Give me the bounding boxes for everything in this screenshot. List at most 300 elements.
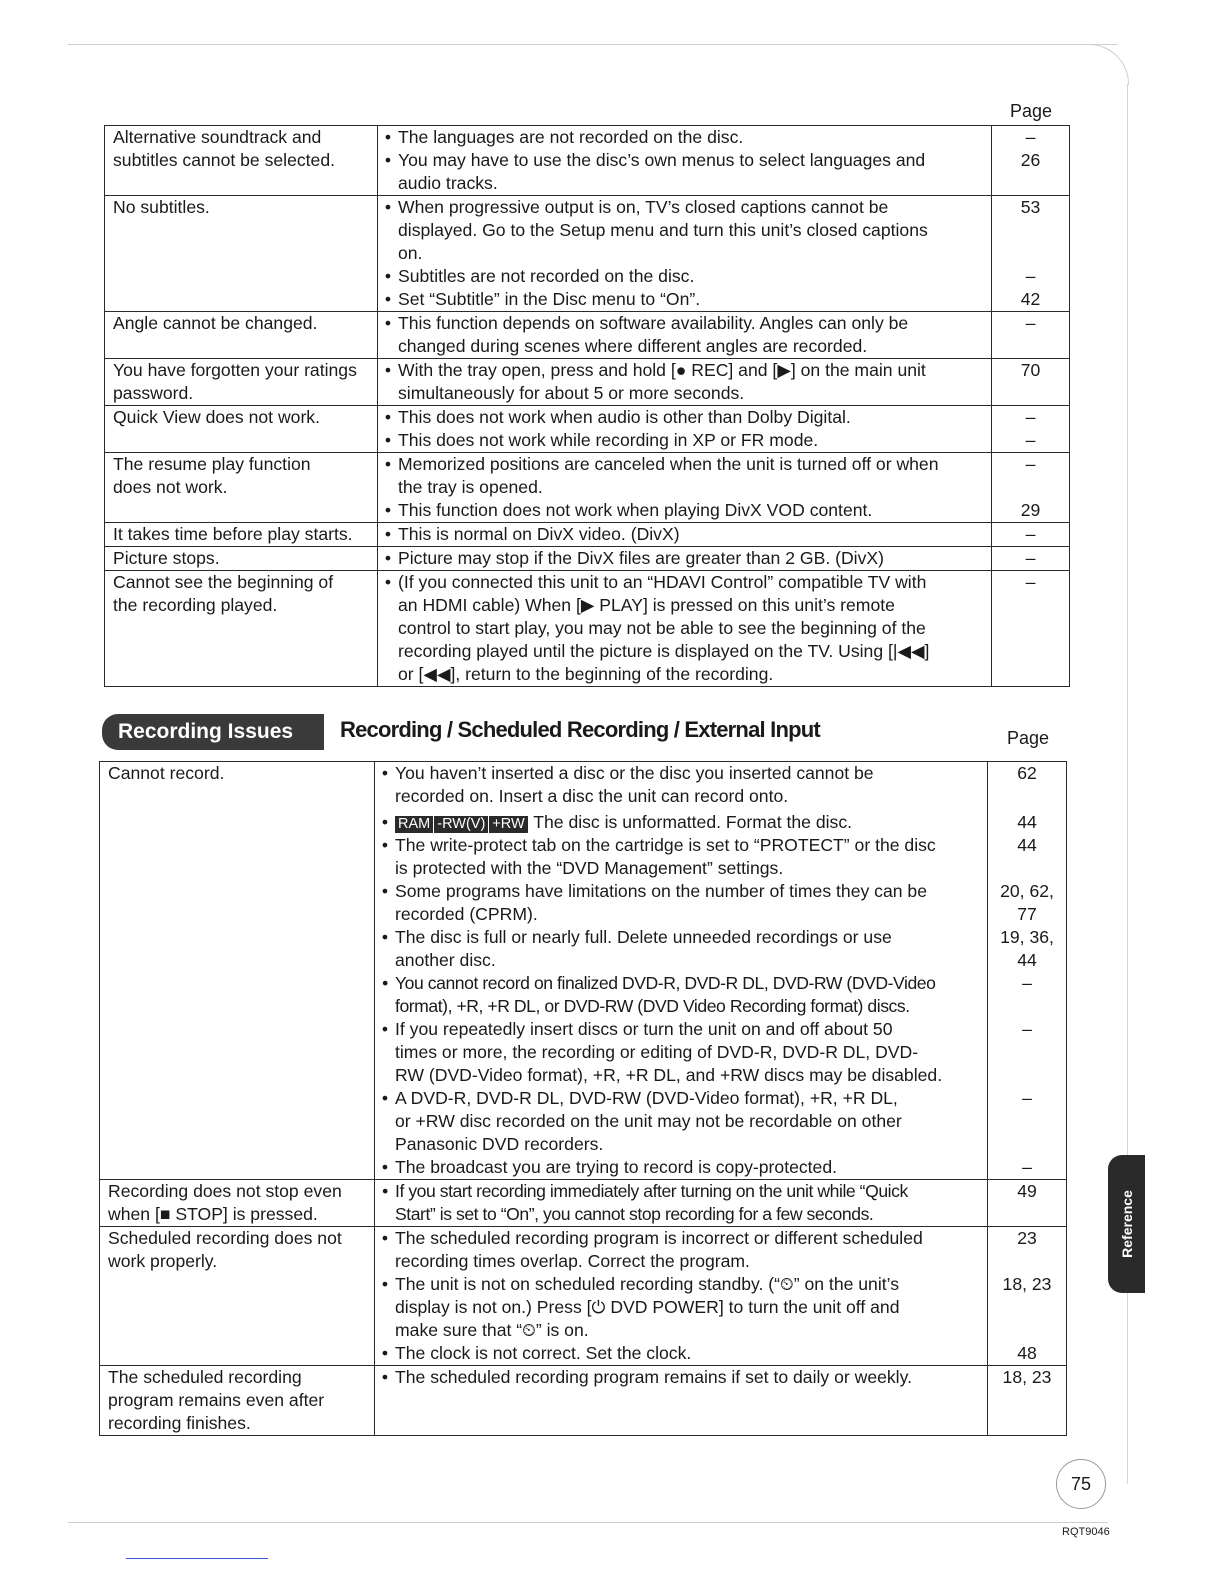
remedy-line bbox=[378, 242, 991, 265]
page-ref-line bbox=[988, 972, 1066, 995]
remedy-text bbox=[398, 382, 991, 405]
remedy-text bbox=[395, 1041, 987, 1064]
page-ref-line bbox=[988, 857, 1066, 880]
remedy-text bbox=[395, 1133, 987, 1156]
page-ref-line bbox=[992, 172, 1069, 195]
table-row bbox=[105, 312, 1070, 359]
page-ref: 77 bbox=[1017, 904, 1037, 924]
issue-text-line: The scheduled recording bbox=[108, 1367, 302, 1387]
remedy-line bbox=[375, 1366, 987, 1389]
remedy-text-content: recorded (CPRM). bbox=[395, 904, 538, 924]
remedy-text-content: recorded on. Insert a disc the unit can record onto. bbox=[395, 786, 789, 806]
page-ref-line bbox=[988, 880, 1066, 903]
remedy-line bbox=[375, 1227, 987, 1250]
page-ref: – bbox=[1025, 266, 1036, 286]
indent bbox=[375, 1110, 395, 1133]
issue-text-line: recording finishes. bbox=[108, 1413, 251, 1433]
page-ref: – bbox=[1025, 430, 1036, 450]
remedy-text bbox=[395, 811, 987, 834]
page-ref-line bbox=[988, 1180, 1066, 1203]
page-ref-line bbox=[988, 1250, 1066, 1273]
indent bbox=[378, 172, 398, 195]
table-row bbox=[105, 126, 1070, 196]
remedy-text bbox=[398, 640, 991, 663]
page-ref-line bbox=[992, 242, 1069, 265]
issue-cell bbox=[100, 1180, 375, 1227]
page-ref-line bbox=[992, 382, 1069, 405]
issue-text-line: Picture stops. bbox=[113, 548, 220, 568]
remedy-text bbox=[398, 196, 991, 219]
remedy-text bbox=[398, 453, 991, 476]
remedy-line bbox=[375, 1018, 987, 1041]
page-ref-line bbox=[992, 219, 1069, 242]
page-ref-line bbox=[992, 288, 1069, 311]
remedy-text-content: The clock is not correct. Set the clock. bbox=[395, 1343, 692, 1363]
table-row bbox=[100, 1227, 1067, 1366]
remedy-line bbox=[378, 126, 991, 149]
issue-text-line: password. bbox=[113, 383, 194, 403]
remedy-text-content: display is not on.) Press [⏻ DVD POWER] to turn the unit off and bbox=[395, 1297, 900, 1317]
remedy-text bbox=[398, 312, 991, 335]
page-ref-line bbox=[988, 1110, 1066, 1133]
remedy-line bbox=[375, 1156, 987, 1179]
page-corner bbox=[1088, 44, 1129, 85]
remedy-text bbox=[398, 335, 991, 358]
remedy-text bbox=[395, 926, 987, 949]
page-ref-cell bbox=[992, 523, 1070, 547]
remedy-text bbox=[395, 1180, 987, 1203]
indent bbox=[375, 949, 395, 972]
remedy-text bbox=[398, 265, 991, 288]
remedy-text bbox=[395, 1296, 987, 1319]
remedy-line bbox=[378, 429, 991, 452]
page-ref-line bbox=[992, 476, 1069, 499]
remedy-cell bbox=[378, 312, 992, 359]
remedy-text bbox=[398, 359, 991, 382]
bullet-icon: • bbox=[384, 430, 392, 450]
remedy-text bbox=[395, 785, 987, 808]
remedy-line bbox=[378, 663, 991, 686]
page-ref-line bbox=[988, 1366, 1066, 1389]
issue-text-line: work properly. bbox=[108, 1251, 218, 1271]
indent bbox=[375, 1250, 395, 1273]
page-ref: – bbox=[1022, 1088, 1032, 1108]
remedy-text-content: The scheduled recording program is incorrect or different scheduled bbox=[395, 1228, 923, 1248]
page-ref-line bbox=[992, 571, 1069, 594]
bullet-icon: • bbox=[381, 1019, 389, 1039]
remedy-text bbox=[398, 242, 991, 265]
format-badge-rwv: -RW(V) bbox=[434, 816, 488, 833]
remedy-cell bbox=[375, 1366, 988, 1436]
page-ref-line bbox=[988, 926, 1066, 949]
page-number: 75 bbox=[1056, 1459, 1106, 1509]
remedy-line bbox=[378, 382, 991, 405]
remedy-text-content: A DVD-R, DVD-R DL, DVD-RW (DVD-Video format), +R, +R DL, bbox=[395, 1088, 898, 1108]
remedy-text bbox=[395, 762, 987, 785]
page-ref-line bbox=[992, 406, 1069, 429]
bullet-icon: • bbox=[381, 1367, 389, 1387]
remedy-line bbox=[378, 335, 991, 358]
remedy-text bbox=[395, 1319, 987, 1342]
page-ref: 62 bbox=[1017, 763, 1037, 783]
remedy-cell bbox=[378, 126, 992, 196]
indent bbox=[378, 476, 398, 499]
remedy-line bbox=[375, 880, 987, 903]
indent bbox=[375, 1203, 395, 1226]
page-ref-line bbox=[988, 903, 1066, 926]
remedy-line bbox=[378, 617, 991, 640]
remedy-text bbox=[398, 219, 991, 242]
remedy-text-content: The disc is full or nearly full. Delete unneeded recordings or use bbox=[395, 927, 892, 947]
reference-side-tab bbox=[1108, 1155, 1145, 1293]
page-ref: – bbox=[1025, 313, 1036, 333]
indent bbox=[375, 903, 395, 926]
remedy-cell bbox=[378, 547, 992, 571]
remedy-text-content: Panasonic DVD recorders. bbox=[395, 1134, 604, 1154]
remedy-text bbox=[395, 834, 987, 857]
remedy-line bbox=[378, 499, 991, 522]
page-ref-line bbox=[988, 808, 1066, 834]
remedy-text-content: the tray is opened. bbox=[398, 477, 543, 497]
remedy-line bbox=[375, 1296, 987, 1319]
page-ref: – bbox=[1025, 407, 1036, 427]
page-ref-cell bbox=[992, 453, 1070, 523]
bullet-icon: • bbox=[381, 1274, 389, 1294]
remedy-text bbox=[398, 406, 991, 429]
bullet-icon: • bbox=[381, 1343, 389, 1363]
page-ref-line bbox=[988, 1156, 1066, 1179]
bullet-icon: • bbox=[384, 407, 392, 427]
issue-text-line: program remains even after bbox=[108, 1390, 325, 1410]
remedy-line bbox=[375, 1041, 987, 1064]
page-ref-cell bbox=[988, 1227, 1067, 1366]
page-ref-line bbox=[992, 594, 1069, 617]
issue-cell bbox=[105, 571, 378, 687]
remedy-line bbox=[378, 523, 991, 546]
page-ref: 23 bbox=[1017, 1228, 1037, 1248]
remedy-line bbox=[378, 149, 991, 172]
remedy-line bbox=[378, 453, 991, 476]
page-ref: – bbox=[1025, 524, 1036, 544]
remedy-text-content: This does not work when audio is other than Dolby Digital. bbox=[398, 407, 851, 427]
page-ref-line bbox=[992, 453, 1069, 476]
remedy-text-content: recording played until the picture is displayed on the TV. Using [|◀◀] bbox=[398, 641, 930, 661]
bullet-icon: • bbox=[382, 1181, 388, 1201]
issue-cell bbox=[105, 523, 378, 547]
page-ref: 26 bbox=[1020, 150, 1041, 170]
remedy-text bbox=[395, 949, 987, 972]
page-ref-cell bbox=[992, 571, 1070, 687]
page-ref-line bbox=[992, 265, 1069, 288]
page-ref: 29 bbox=[1020, 500, 1041, 520]
page-ref: – bbox=[1025, 454, 1036, 474]
issue-text-line: does not work. bbox=[113, 477, 228, 497]
page-ref-line bbox=[988, 1087, 1066, 1110]
indent bbox=[378, 242, 398, 265]
remedy-line bbox=[375, 762, 987, 785]
table-row bbox=[105, 359, 1070, 406]
page-column-header-2: Page bbox=[1007, 728, 1050, 748]
remedy-text bbox=[395, 1366, 987, 1389]
indent bbox=[375, 1296, 395, 1319]
remedy-line bbox=[375, 972, 987, 995]
table-row bbox=[105, 406, 1070, 453]
page-ref-cell bbox=[992, 359, 1070, 406]
page-ref-cell bbox=[988, 1366, 1067, 1436]
page-ref-cell bbox=[992, 126, 1070, 196]
table-row bbox=[100, 1366, 1067, 1436]
remedy-text-content: recording times overlap. Correct the program. bbox=[395, 1251, 750, 1271]
page-ref-line bbox=[988, 785, 1066, 808]
page-ref: 20, 62, bbox=[1000, 881, 1054, 901]
remedy-text-content: on. bbox=[398, 243, 423, 263]
bullet-icon: • bbox=[384, 454, 392, 474]
page-ref-line bbox=[992, 547, 1069, 570]
remedy-text-content: or +RW disc recorded on the unit may not be recordable on other bbox=[395, 1111, 902, 1131]
remedy-text bbox=[395, 903, 987, 926]
remedy-text-content: Set “Subtitle” in the Disc menu to “On”. bbox=[398, 289, 701, 309]
remedy-text-content: is protected with the “DVD Management” settings. bbox=[395, 858, 784, 878]
remedy-text bbox=[395, 995, 987, 1018]
remedy-text bbox=[395, 1064, 987, 1087]
page-ref-line bbox=[988, 1133, 1066, 1156]
document-code: RQT9046 bbox=[1062, 1526, 1110, 1538]
remedy-text bbox=[398, 429, 991, 452]
remedy-text-content: control to start play, you may not be able to see the beginning of the bbox=[398, 618, 926, 638]
issue-text-line: Scheduled recording does not bbox=[108, 1228, 342, 1248]
troubleshooting-table-playback bbox=[104, 125, 1070, 687]
page-ref: – bbox=[1022, 1019, 1032, 1039]
remedy-line bbox=[375, 926, 987, 949]
remedy-line bbox=[375, 995, 987, 1018]
remedy-line bbox=[375, 1319, 987, 1342]
issue-text-line: It takes time before play starts. bbox=[113, 524, 353, 544]
remedy-cell bbox=[378, 196, 992, 312]
page-ref: – bbox=[1025, 548, 1036, 568]
page-ref-line bbox=[992, 335, 1069, 358]
remedy-text bbox=[398, 571, 991, 594]
issue-cell bbox=[100, 762, 375, 1180]
page-ref: 18, 23 bbox=[1002, 1367, 1052, 1387]
remedy-text bbox=[395, 1250, 987, 1273]
remedy-text-content: You cannot record on finalized DVD-R, DVD-R DL, DVD-RW (DVD-Video bbox=[395, 973, 936, 993]
bullet-icon: • bbox=[381, 1228, 389, 1248]
remedy-text bbox=[395, 857, 987, 880]
remedy-text bbox=[398, 523, 991, 546]
issue-text-line: Cannot record. bbox=[108, 763, 225, 783]
page-ref-line bbox=[988, 1273, 1066, 1296]
issue-cell bbox=[100, 1366, 375, 1436]
page-ref-cell bbox=[992, 196, 1070, 312]
section-title: Recording / Scheduled Recording / External Input bbox=[340, 717, 820, 742]
remedy-text-content: displayed. Go to the Setup menu and turn this unit’s closed captions bbox=[398, 220, 928, 240]
indent bbox=[378, 382, 398, 405]
remedy-line bbox=[378, 406, 991, 429]
page-ref: 70 bbox=[1020, 360, 1041, 380]
remedy-text bbox=[398, 172, 991, 195]
remedy-cell bbox=[378, 453, 992, 523]
page-ref: 18, 23 bbox=[1002, 1274, 1052, 1294]
page-ref: – bbox=[1025, 127, 1036, 147]
remedy-text-content: If you repeatedly insert discs or turn the unit on and off about 50 bbox=[395, 1019, 893, 1039]
table-row bbox=[105, 196, 1070, 312]
page-ref-line bbox=[988, 1296, 1066, 1319]
page-ref: 44 bbox=[1017, 812, 1037, 832]
page-ref-cell bbox=[988, 762, 1067, 1180]
issue-text-line: Cannot see the beginning of bbox=[113, 572, 334, 592]
bottom-rule bbox=[68, 1522, 1108, 1523]
bullet-icon: • bbox=[384, 524, 392, 544]
issue-cell bbox=[105, 126, 378, 196]
remedy-line bbox=[378, 571, 991, 594]
remedy-text-content: make sure that “⏲” is on. bbox=[395, 1320, 589, 1340]
remedy-line bbox=[375, 1110, 987, 1133]
page-ref-line bbox=[992, 126, 1069, 149]
bullet-icon: • bbox=[384, 150, 392, 170]
troubleshooting-table-recording bbox=[99, 761, 1067, 1436]
remedy-line bbox=[378, 219, 991, 242]
table-row bbox=[100, 762, 1067, 1180]
page-ref-line bbox=[992, 359, 1069, 382]
indent bbox=[375, 857, 395, 880]
bullet-icon: • bbox=[381, 812, 389, 832]
remedy-text-content: times or more, the recording or editing of DVD-R, DVD-R DL, DVD- bbox=[395, 1042, 919, 1062]
remedy-text bbox=[398, 126, 991, 149]
remedy-text-content: You may have to use the disc’s own menus to select languages and bbox=[398, 150, 926, 170]
format-badge-rw: +RW bbox=[489, 816, 527, 833]
remedy-text bbox=[395, 1110, 987, 1133]
page-ref-line bbox=[988, 1064, 1066, 1087]
page-ref-line bbox=[988, 1018, 1066, 1041]
page-ref: 44 bbox=[1017, 835, 1037, 855]
remedy-line bbox=[375, 1087, 987, 1110]
page-ref-line bbox=[992, 312, 1069, 335]
remedy-line bbox=[378, 312, 991, 335]
indent bbox=[375, 1041, 395, 1064]
page-ref-line bbox=[988, 1319, 1066, 1342]
bullet-icon: • bbox=[384, 289, 392, 309]
remedy-line bbox=[378, 359, 991, 382]
remedy-text bbox=[398, 476, 991, 499]
remedy-text-content: RW (DVD-Video format), +R, +R DL, and +RW discs may be disabled. bbox=[395, 1065, 943, 1085]
indent bbox=[378, 663, 398, 686]
bullet-icon: • bbox=[381, 763, 389, 783]
remedy-text-content: or [◀◀], return to the beginning of the recording. bbox=[398, 664, 774, 684]
issue-text-line: Quick View does not work. bbox=[113, 407, 320, 427]
table-row bbox=[105, 547, 1070, 571]
remedy-line bbox=[375, 1250, 987, 1273]
remedy-text-content: If you start recording immediately after turning on the unit while “Quick bbox=[395, 1181, 908, 1201]
page-ref-line bbox=[988, 1342, 1066, 1365]
indent bbox=[378, 594, 398, 617]
remedy-text-content: another disc. bbox=[395, 950, 496, 970]
bullet-icon: • bbox=[384, 500, 392, 520]
issue-cell bbox=[105, 453, 378, 523]
bullet-icon: • bbox=[381, 881, 389, 901]
bullet-icon: • bbox=[381, 1088, 389, 1108]
issue-text-line: No subtitles. bbox=[113, 197, 210, 217]
bullet-icon: • bbox=[384, 548, 392, 568]
table-row bbox=[100, 1180, 1067, 1227]
bullet-icon: • bbox=[384, 313, 392, 333]
remedy-text bbox=[398, 617, 991, 640]
remedy-line bbox=[378, 172, 991, 195]
indent bbox=[378, 219, 398, 242]
indent bbox=[378, 617, 398, 640]
remedy-line bbox=[375, 785, 987, 808]
indent bbox=[378, 335, 398, 358]
page-ref-line bbox=[992, 523, 1069, 546]
remedy-line bbox=[378, 594, 991, 617]
page-ref: 53 bbox=[1020, 197, 1041, 217]
remedy-text-content: format), +R, +R DL, or DVD-RW (DVD Video Recording format) discs. bbox=[395, 996, 910, 1016]
remedy-text bbox=[395, 1342, 987, 1365]
indent bbox=[378, 640, 398, 663]
remedy-text-content: Start” is set to “On”, you cannot stop recording for a few seconds. bbox=[395, 1204, 874, 1224]
remedy-line bbox=[378, 547, 991, 570]
remedy-cell bbox=[378, 571, 992, 687]
remedy-text bbox=[395, 1156, 987, 1179]
remedy-text-content: simultaneously for about 5 or more seconds. bbox=[398, 383, 745, 403]
remedy-text-content: You haven’t inserted a disc or the disc you inserted cannot be bbox=[395, 763, 874, 783]
bullet-icon: • bbox=[381, 1157, 389, 1177]
remedy-line bbox=[378, 196, 991, 219]
issue-cell bbox=[105, 547, 378, 571]
reference-side-tab-label: Reference bbox=[1118, 1190, 1135, 1258]
table-row bbox=[105, 523, 1070, 547]
remedy-line bbox=[375, 1064, 987, 1087]
remedy-text-content: The languages are not recorded on the disc. bbox=[398, 127, 744, 147]
bullet-icon: • bbox=[384, 360, 392, 380]
page-ref: 19, 36, bbox=[1000, 927, 1054, 947]
page-ref-line bbox=[988, 1227, 1066, 1250]
bullet-icon: • bbox=[384, 127, 392, 147]
issue-text-line: subtitles cannot be selected. bbox=[113, 150, 336, 170]
remedy-text-content: audio tracks. bbox=[398, 173, 498, 193]
page-ref: 42 bbox=[1020, 289, 1041, 309]
page-ref-line bbox=[988, 995, 1066, 1018]
table-row bbox=[105, 571, 1070, 687]
page-ref-cell bbox=[988, 1180, 1067, 1227]
page-ref-line bbox=[992, 640, 1069, 663]
remedy-cell bbox=[375, 1180, 988, 1227]
remedy-text-content: changed during scenes where different angles are recorded. bbox=[398, 336, 868, 356]
remedy-text bbox=[395, 1087, 987, 1110]
remedy-text-content: The scheduled recording program remains if set to daily or weekly. bbox=[395, 1367, 912, 1387]
page-ref: 48 bbox=[1017, 1343, 1037, 1363]
remedy-cell bbox=[378, 523, 992, 547]
remedy-text-content: The disc is unformatted. Format the disc. bbox=[528, 812, 853, 832]
page-ref-line bbox=[992, 196, 1069, 219]
indent bbox=[375, 1133, 395, 1156]
table-row bbox=[105, 453, 1070, 523]
remedy-text-content: The write-protect tab on the cartridge is set to “PROTECT” or the disc bbox=[395, 835, 936, 855]
bullet-icon: • bbox=[382, 973, 388, 993]
issue-text-line: The resume play function bbox=[113, 454, 311, 474]
remedy-text bbox=[398, 499, 991, 522]
indent bbox=[375, 1064, 395, 1087]
remedy-line bbox=[375, 857, 987, 880]
issue-text-line: Alternative soundtrack and bbox=[113, 127, 322, 147]
remedy-text-content: Memorized positions are canceled when the unit is turned off or when bbox=[398, 454, 939, 474]
page-ref-line bbox=[992, 663, 1069, 686]
remedy-line bbox=[375, 1273, 987, 1296]
indent bbox=[375, 785, 395, 808]
remedy-text bbox=[395, 1227, 987, 1250]
remedy-text-content: This is normal on DivX video. (DivX) bbox=[398, 524, 680, 544]
remedy-text-content: an HDMI cable) When [▶ PLAY] is pressed on this unit’s remote bbox=[398, 595, 895, 615]
issue-text-line: Recording does not stop even bbox=[108, 1181, 342, 1201]
